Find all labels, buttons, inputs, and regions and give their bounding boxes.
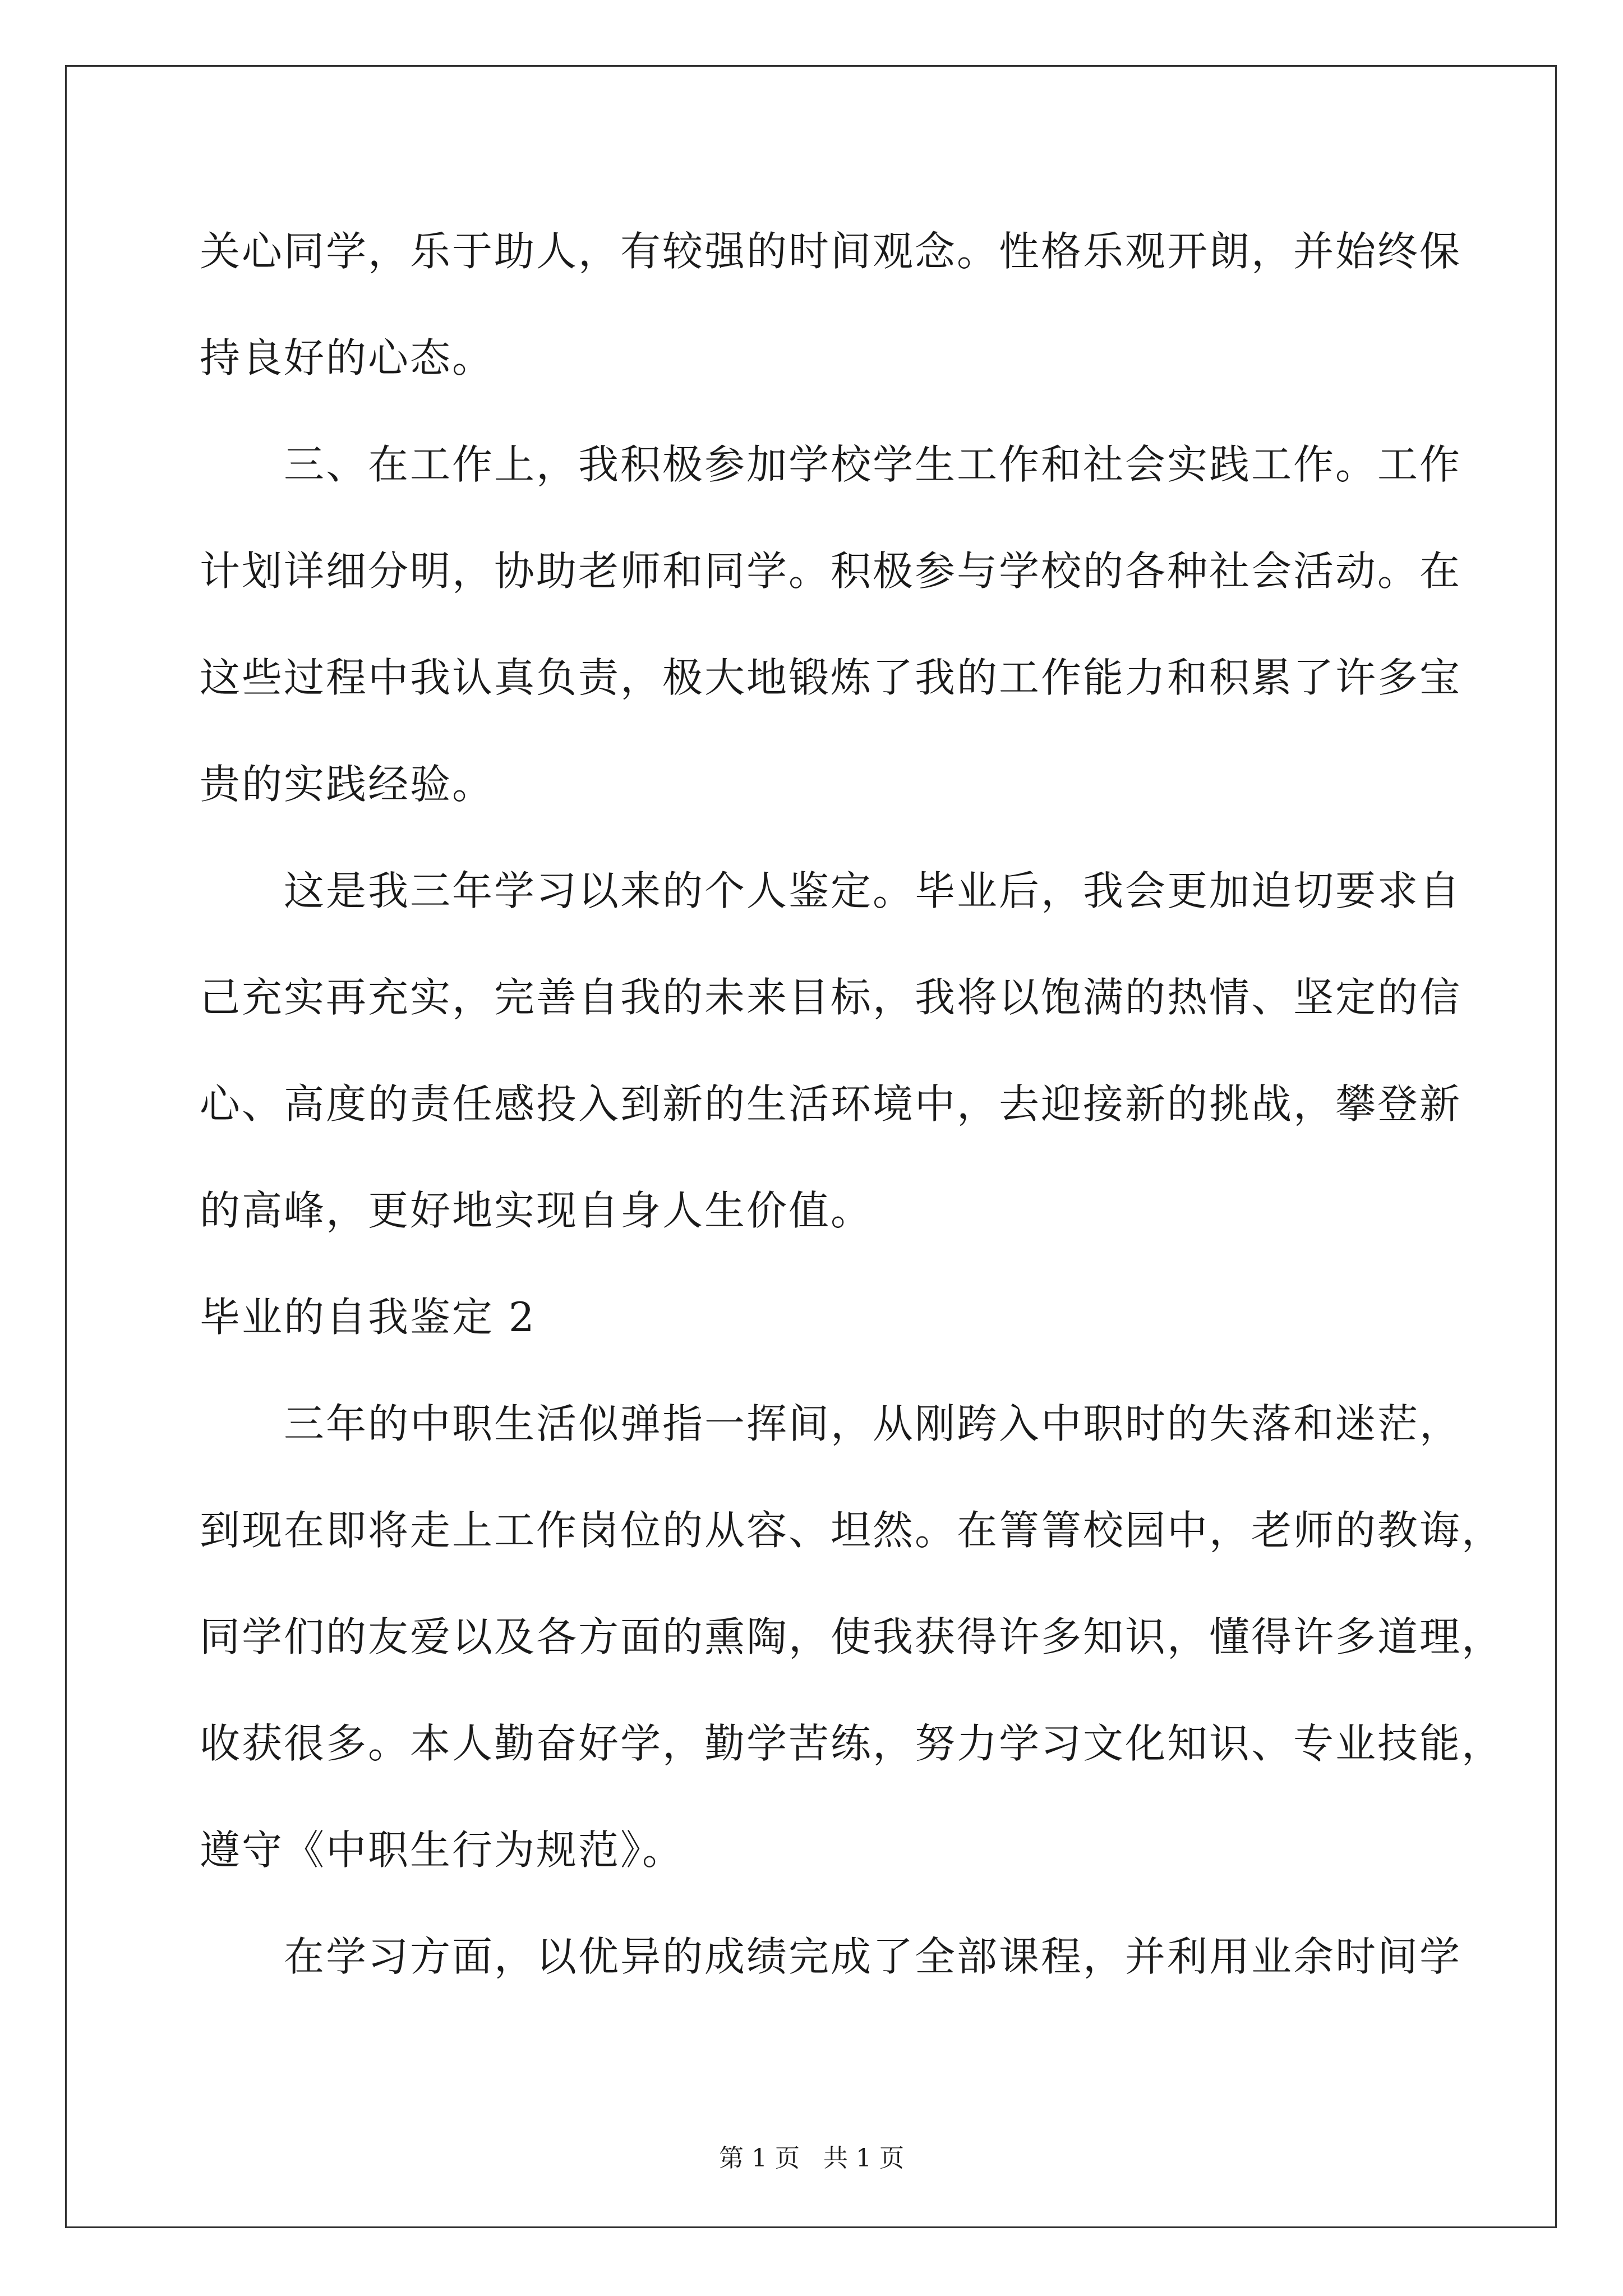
- text-line: 的高峰，更好地实现自身人生价值。: [200, 1187, 873, 1234]
- text-line: 收获很多。本人勤奋好学，勤学苦练，努力学习文化知识、专业技能，: [200, 1720, 1504, 1767]
- text-line: 三年的中职生活似弹指一挥间，从刚跨入中职时的失落和迷茫，: [284, 1400, 1462, 1447]
- text-line: 到现在即将走上工作岗位的从容、坦然。在箐箐校园中，老师的教诲，: [200, 1507, 1504, 1554]
- text-line: 三、在工作上，我积极参加学校学生工作和社会实践工作。工作: [284, 441, 1462, 488]
- text-line: 贵的实践经验。: [200, 761, 495, 808]
- text-line: 在学习方面，以优异的成绩完成了全部课程，并利用业余时间学: [284, 1933, 1462, 1980]
- text-line: 计划详细分明，协助老师和同学。积极参与学校的各种社会活动。在: [200, 547, 1462, 595]
- text-line: 同学们的友爱以及各方面的熏陶，使我获得许多知识，懂得许多道理，: [200, 1613, 1504, 1660]
- text-line: 关心同学，乐于助人，有较强的时间观念。性格乐观开朗，并始终保: [200, 228, 1462, 275]
- text-line: 持良好的心态。: [200, 334, 495, 381]
- page-footer: 第 1 页 共 1 页: [719, 2144, 904, 2173]
- text-line: 遵守《中职生行为规范》。: [200, 1826, 685, 1874]
- text-line: 这些过程中我认真负责，极大地锻炼了我的工作能力和积累了许多宝: [200, 654, 1462, 701]
- text-line: 这是我三年学习以来的个人鉴定。毕业后，我会更加迫切要求自: [284, 867, 1462, 914]
- text-line: 毕业的自我鉴定 2: [200, 1294, 536, 1341]
- text-line: 心、高度的责任感投入到新的生活环境中，去迎接新的挑战，攀登新: [200, 1080, 1462, 1128]
- text-line: 己充实再充实，完善自我的未来目标，我将以饱满的热情、坚定的信: [200, 974, 1462, 1021]
- document-body: [200, 212, 1504, 2024]
